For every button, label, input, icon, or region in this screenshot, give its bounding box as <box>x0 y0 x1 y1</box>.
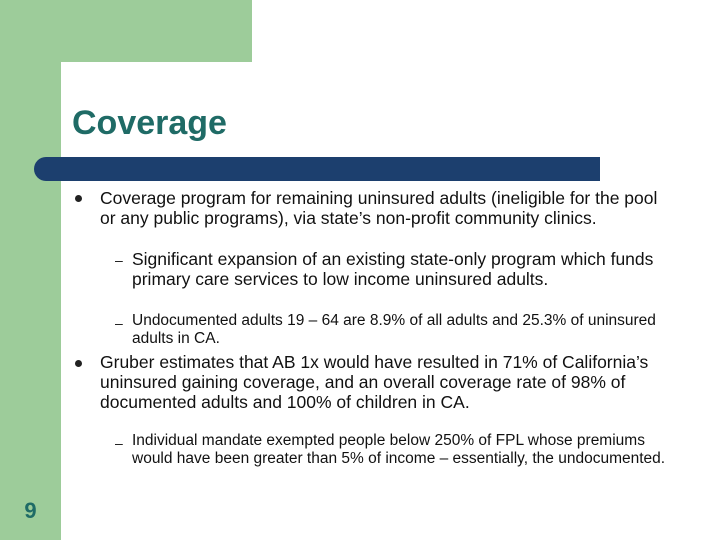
bullet-2-text: Gruber estimates that AB 1x would have resulted in 71% of California’s uninsured gaining coverage, and an overall coverage rate of 98% of documented adults and 100% of children in CA. <box>100 352 649 412</box>
sub-bullet-1-1-text: Significant expansion of an existing state-only program which funds primary care services to low income uninsured adults. <box>132 249 654 289</box>
slide-title: Coverage <box>72 104 227 142</box>
sub-bullet-marker: – <box>115 252 123 268</box>
slide-number: 9 <box>24 498 37 523</box>
bullet-marker <box>75 195 82 202</box>
sub-bullet-1-2-text: Undocumented adults 19 – 64 are 8.9% of all adults and 25.3% of uninsured adults in CA. <box>132 312 656 347</box>
sub-bullet-marker: – <box>115 435 123 451</box>
bullet-marker <box>75 360 82 367</box>
sub-bullet-2-1-text: Individual mandate exempted people below 250% of FPL whose premiums would have been greater than 5% of income – essentially, the undocumented. <box>132 432 666 467</box>
bullet-1-text: Coverage program for remaining uninsured adults (ineligible for the pool or any public programs), via state’s non-profit community clinics. <box>100 188 658 228</box>
sub-bullet-marker: – <box>115 315 123 331</box>
